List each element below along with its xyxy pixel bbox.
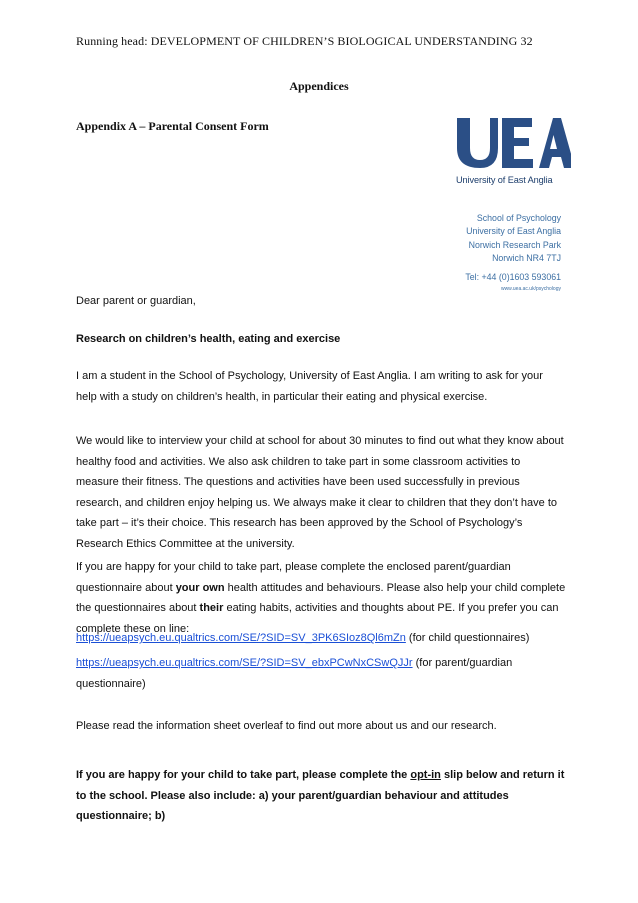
address-line-2: University of East Anglia — [466, 226, 561, 236]
address-line-4: Norwich NR4 7TJ — [492, 253, 561, 263]
uea-logo-mark — [455, 116, 571, 174]
address-web: www.uea.ac.uk/psychology — [500, 286, 561, 292]
child-questionnaire-note: (for child questionnaires) — [405, 632, 530, 644]
paragraph-questionnaires-text-2: health attitudes and behaviours. Please also help your child complete the questionnaires about — [76, 581, 566, 614]
appendix-a-heading: Appendix A – Parental Consent Form — [76, 119, 269, 133]
opt-in-text-1: If you are happy for your child to take part, please complete the — [76, 769, 411, 781]
opt-in-text-2: slip below and return it to the school. Please also include: a) your parent/guardian behaviour and attitudes questionnaire; b) — [76, 769, 565, 822]
paragraph-intro: I am a student in the School of Psychology, University of East Anglia. I am writing to ask for your help with a study on children’s health, in particular their eating and physical exercise. — [76, 370, 543, 403]
emphasis-your-own: your own — [175, 581, 225, 594]
paragraph-questionnaires-text-1: If you are happy for your child to take part, please complete the enclosed parent/guardian questionnaire about — [76, 561, 511, 594]
letter-subject: Research on children’s health, eating and exercise — [76, 333, 341, 345]
address-tel: Tel: +44 (0)1603 593061 — [465, 272, 561, 282]
emphasis-their: their — [199, 602, 224, 614]
opt-in-emphasis: opt-in — [410, 769, 441, 781]
paragraph-information-sheet: Please read the information sheet overleaf to find out more about us and our research. — [76, 720, 497, 732]
parent-questionnaire-note: (for parent/guardian questionnaire) — [76, 657, 513, 690]
paragraph-questionnaires-text-3: eating habits, activities and thoughts about PE. If you prefer you can complete these on line: — [76, 602, 559, 635]
salutation: Dear parent or guardian, — [76, 295, 196, 307]
running-head: Running head: DEVELOPMENT OF CHILDREN’S BIOLOGICAL UNDERSTANDING 32 — [76, 34, 533, 48]
address-line-1: School of Psychology — [476, 213, 561, 223]
paragraph-study-details: We would like to interview your child at school for about 30 minutes to find out what they know about healthy food and activities. We also ask children to take part in some classroom activities to measure their fitness. The questions and activities have been used successfully in previous research, and children enjoy helping us. We always make it clear to children that they don’t have to take part – it’s their choice. This research has been approved by the School of Psychology’s Research Ethics Committee at the university. — [76, 435, 564, 550]
address-line-3: Norwich Research Park — [468, 240, 561, 250]
parent-questionnaire-line — [76, 653, 566, 694]
appendices-heading: Appendices — [289, 79, 349, 93]
parent-questionnaire-link[interactable]: https://ueapsych.eu.qualtrics.com/SE/?SID=SV_ebxPCwNxCSwQJJr — [76, 657, 413, 669]
child-questionnaire-link[interactable]: https://ueapsych.eu.qualtrics.com/SE/?SID=SV_3PK6SIoz8Ql6mZn — [76, 632, 406, 644]
child-questionnaire-line — [76, 628, 566, 649]
paragraph-questionnaires — [76, 557, 566, 639]
uea-logo-caption: University of East Anglia — [456, 175, 553, 185]
paragraph-opt-in — [76, 765, 566, 827]
